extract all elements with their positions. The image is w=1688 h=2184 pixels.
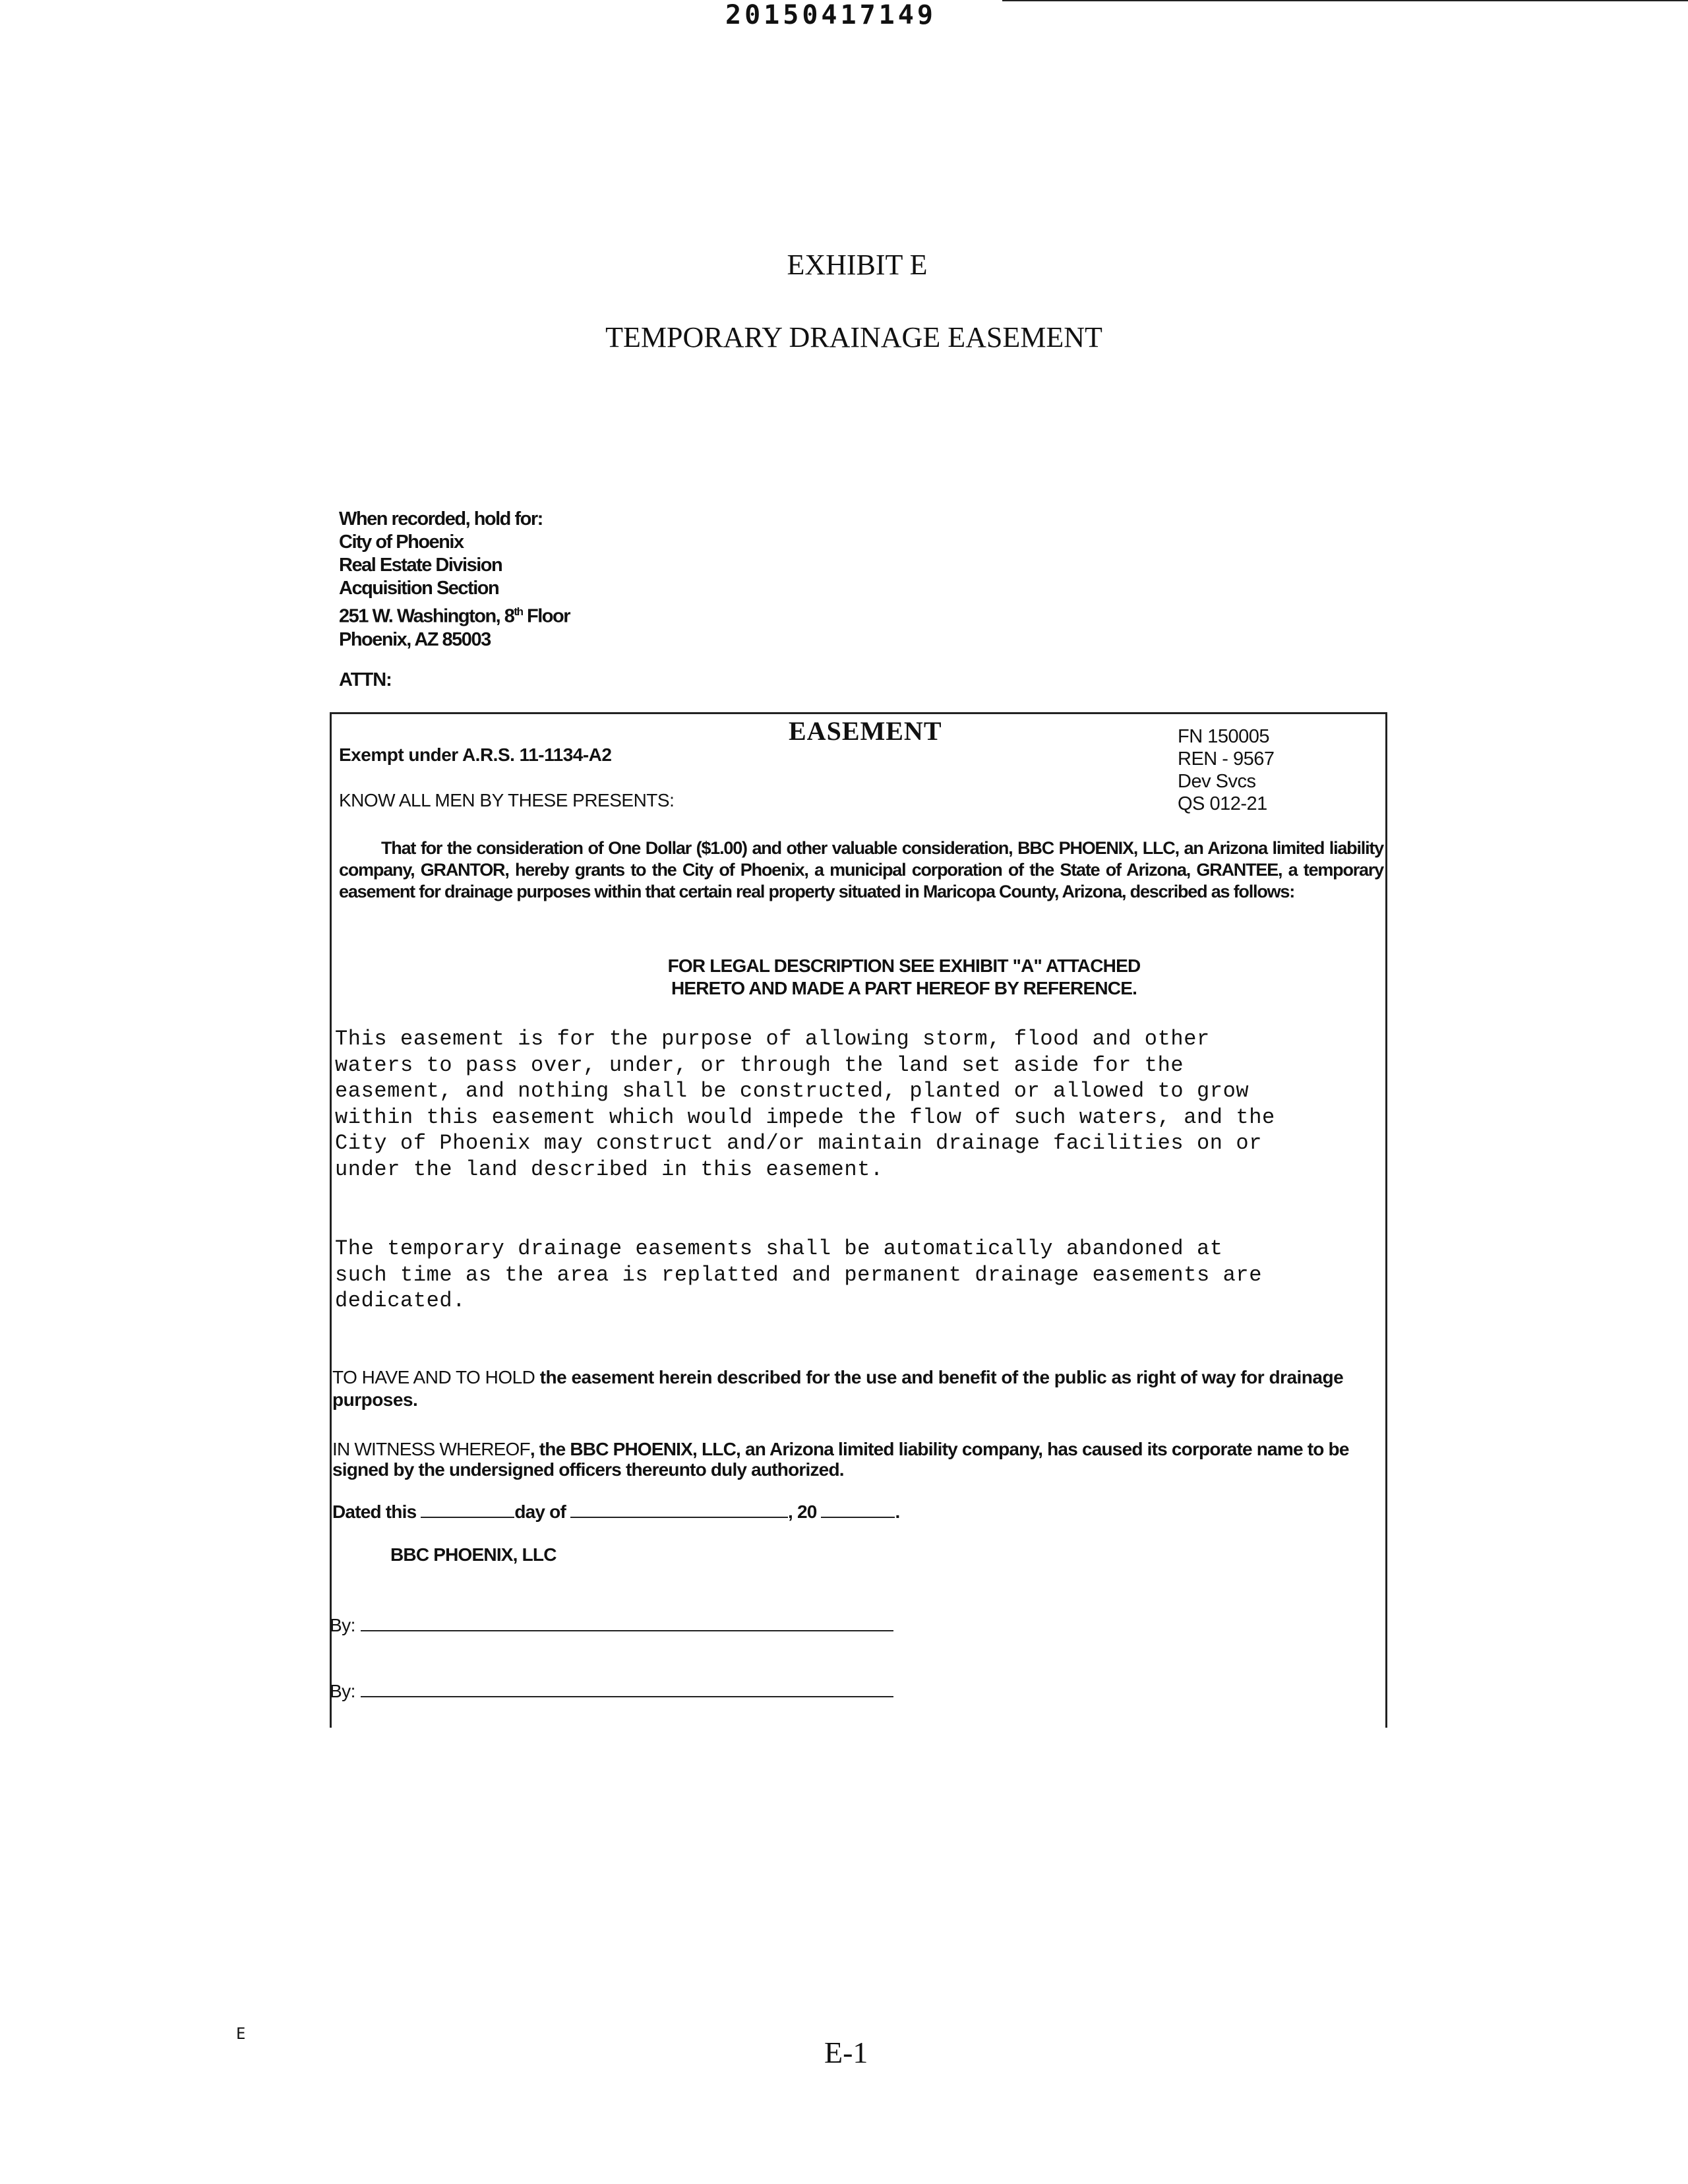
witness-lead: IN WITNESS WHEREOF (332, 1439, 530, 1459)
recording-number: 20150417149 (725, 0, 936, 30)
legal-reference-line-2: HERETO AND MADE A PART HEREOF BY REFERENCE. (671, 978, 1137, 998)
month-blank[interactable] (570, 1501, 788, 1518)
exhibit-subtitle: TEMPORARY DRAINAGE EASEMENT (605, 321, 1102, 353)
recorded-line-hold-for: When recorded, hold for: (339, 508, 543, 530)
by-label: By: (330, 1615, 355, 1635)
recorded-line-city-state-zip: Phoenix, AZ 85003 (339, 628, 491, 650)
recorded-line-division: Real Estate Division (339, 555, 502, 576)
recorded-line-city: City of Phoenix (339, 531, 464, 553)
year-prefix: , 20 (787, 1502, 817, 1522)
exempt-statement: Exempt under A.R.S. 11-1134-A2 (339, 744, 612, 765)
purpose-paragraph: This easement is for the purpose of allowing storm, flood and other waters to pass over, under, or through the land set aside for the easement, and nothing shall be constructed, planted or allowed to grow within this easement which would impede the flow of such waters, and the City of Phoenix may construct and/or maintain drainage facilities on or under the land described in this easement. (335, 1027, 1275, 1182)
recorded-line-address (339, 600, 570, 628)
by-label: By: (330, 1681, 355, 1701)
attn-label: ATTN: (339, 669, 392, 690)
signature-line-2 (330, 1679, 893, 1702)
grantor-name: BBC PHOENIX, LLC (390, 1544, 557, 1565)
grant-paragraph (339, 837, 1383, 903)
grant-paragraph-text: That for the consideration of One Dollar ($1.00) and other valuable consideration, BBC PHOENIX, LLC, an Arizona limited liability company, GRANTOR, hereby grants to the City of Phoenix, a municipal corporation of the State of Arizona, GRANTEE, a temporary easement for drainage purposes within that certain real property situated in Maricopa County, Arizona, described as follows: (339, 838, 1383, 901)
file-number-block (1178, 725, 1275, 815)
file-number-qs: QS 012-21 (1178, 793, 1267, 814)
file-number-ren: REN - 9567 (1178, 748, 1275, 770)
habendum-clause (332, 1366, 1381, 1411)
signature-line-1 (330, 1613, 893, 1636)
recorded-line-section: Acquisition Section (339, 578, 499, 599)
exhibit-title: EXHIBIT E (787, 249, 928, 281)
address-floor: Floor (522, 605, 570, 627)
address-street: 251 W. Washington, 8 (339, 605, 514, 627)
legal-reference-line-1: FOR LEGAL DESCRIPTION SEE EXHIBIT "A" ATTACHED (667, 956, 1141, 976)
top-rule (1002, 0, 1688, 1)
address-floor-suffix: th (514, 605, 523, 618)
signature-blank[interactable] (361, 1613, 893, 1631)
file-number-fn: FN 150005 (1178, 726, 1269, 747)
dated-this-label: Dated this (332, 1502, 417, 1522)
know-all-men-line: KNOW ALL MEN BY THESE PRESENTS: (339, 790, 675, 810)
year-blank[interactable] (821, 1501, 895, 1518)
easement-heading: EASEMENT (789, 716, 942, 746)
signature-blank[interactable] (361, 1679, 893, 1697)
witness-clause (332, 1439, 1381, 1480)
day-blank[interactable] (421, 1501, 514, 1518)
page-number: E-1 (824, 2036, 868, 2069)
witness-text: , the BBC PHOENIX, LLC, an Arizona limited liability company, has caused its corporate name to be signed by the undersigned officers thereunto duly authorized. (332, 1439, 1349, 1480)
abandonment-paragraph: The temporary drainage easements shall be automatically abandoned at such time as the area is replatted and permanent drainage easements are dedicated. (335, 1236, 1263, 1313)
legal-description-reference (339, 955, 1383, 1000)
footer-mark: E (236, 2024, 246, 2043)
file-number-dept: Dev Svcs (1178, 771, 1256, 792)
dated-line (332, 1501, 899, 1523)
habendum-text: the easement herein described for the use and benefit of the public as right of way for drainage purposes. (332, 1367, 1344, 1410)
recorded-hold-for-block (339, 508, 570, 652)
day-of-label: day of (514, 1502, 566, 1522)
year-suffix: . (895, 1502, 900, 1522)
habendum-lead: TO HAVE AND TO HOLD (332, 1367, 535, 1387)
